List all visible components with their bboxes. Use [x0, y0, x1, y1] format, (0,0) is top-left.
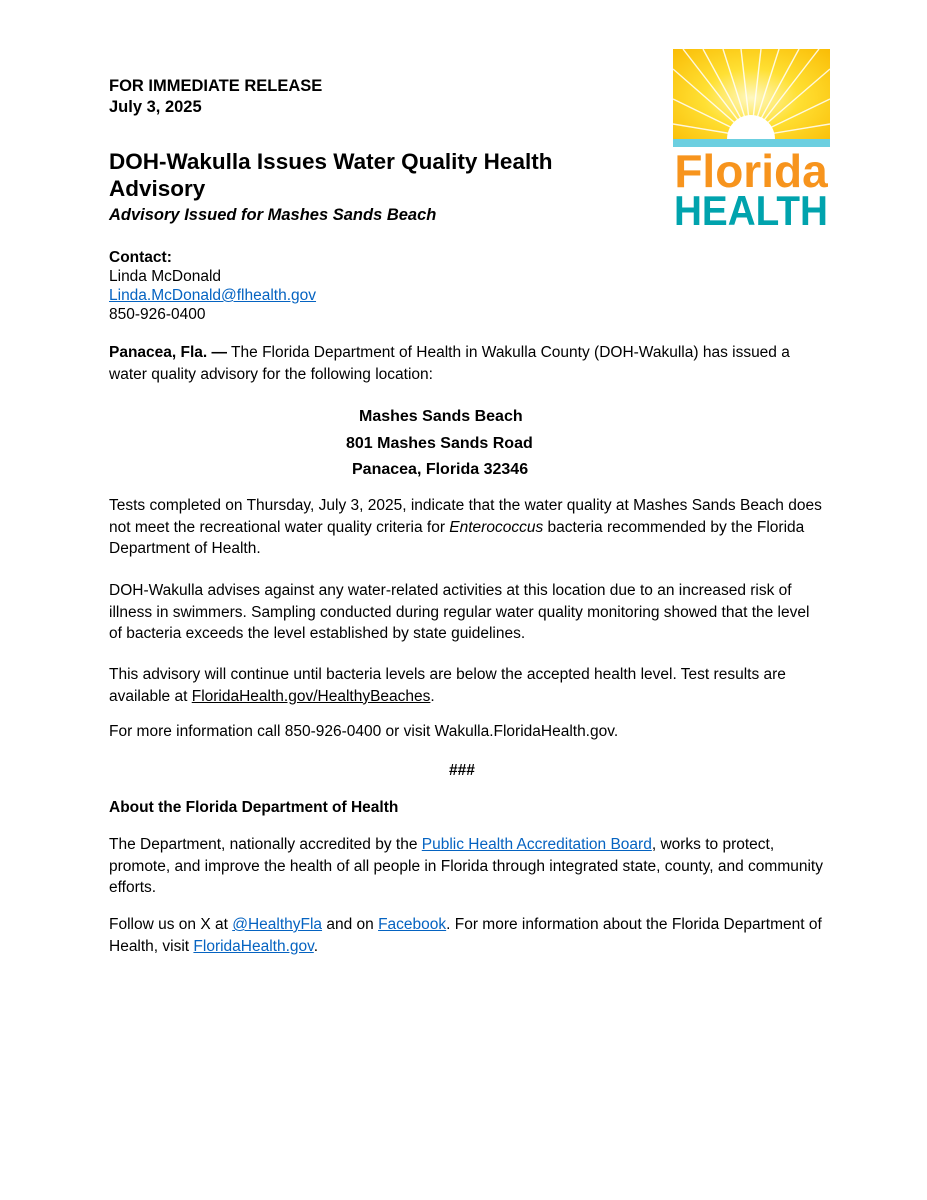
- logo-word-health: HEALTH: [674, 187, 828, 227]
- logo-word-florida: Florida: [674, 145, 828, 197]
- continue-end: .: [430, 687, 435, 705]
- release-date: July 3, 2025: [109, 98, 202, 116]
- follow-paragraph: [109, 914, 824, 957]
- follow-end: .: [313, 937, 319, 955]
- about-heading: About the Florida Department of Health: [109, 799, 399, 816]
- address-line-1: Mashes Sands Beach: [359, 408, 523, 425]
- about-text-2: , works to protect, promote, and improve the health of all people in Florida through integrated state, county, and community efforts.: [109, 836, 823, 896]
- tests-text-1: Tests completed on Thursday, July 3, 2025, indicate that the water quality at Mashes Sands Beach does not meet the recreational water quality criteria for: [109, 497, 822, 536]
- subheadline: Advisory Issued for Mashes Sands Beach: [109, 206, 437, 224]
- phab-link[interactable]: Public Health Accreditation Board: [421, 836, 652, 853]
- follow-text-1: Follow us on X at: [109, 916, 233, 933]
- continue-paragraph: [109, 664, 824, 707]
- release-header: [109, 76, 322, 118]
- release-label: FOR IMMEDIATE RELEASE: [109, 77, 323, 95]
- address-line-2: 801 Mashes Sands Road: [346, 434, 533, 452]
- address-line-3: Panacea, Florida 32346: [352, 461, 529, 478]
- healthy-beaches-link[interactable]: FloridaHealth.gov/HealthyBeaches: [191, 687, 431, 705]
- tests-text-2: bacteria recommended by the Florida Department of Health.: [109, 518, 805, 557]
- contact-phone: 850-926-0400: [109, 306, 206, 323]
- follow-text-2: and on: [322, 916, 379, 933]
- continue-text: This advisory will continue until bacteria levels are below the accepted health level. Test results are available at: [109, 666, 786, 705]
- intro-paragraph: [109, 342, 824, 385]
- florida-health-logo: [673, 49, 830, 227]
- contact-block: [109, 248, 316, 324]
- bacteria-name: Enterococcus: [449, 518, 544, 536]
- x-handle-link[interactable]: @HealthyFla: [232, 916, 323, 933]
- contact-email-link[interactable]: Linda.McDonald@flhealth.gov: [109, 287, 317, 304]
- address-block: [0, 404, 927, 484]
- tests-paragraph: [109, 495, 824, 560]
- florida-health-link[interactable]: FloridaHealth.gov: [193, 937, 314, 955]
- intro-text: The Florida Department of Health in Wakulla County (DOH-Wakulla) has issued a water quality advisory for the following location:: [109, 344, 790, 383]
- end-marker: ###: [449, 762, 475, 779]
- about-paragraph: [109, 834, 824, 899]
- follow-text-3: . For more information about the Florida Department of Health, visit: [109, 916, 822, 955]
- about-text-1: The Department, nationally accredited by the: [109, 836, 422, 853]
- facebook-link[interactable]: Facebook: [378, 916, 447, 933]
- advises-paragraph: DOH-Wakulla advises against any water-related activities at this location due to an increased risk of illness in swimmers. Sampling conducted during regular water quality monitoring showed that the level of bacteria exceeds the level established by state guidelines.: [109, 582, 810, 642]
- dateline: Panacea, Fla. —: [109, 344, 228, 361]
- headline: DOH-Wakulla Issues Water Quality Health Advisory: [109, 149, 553, 201]
- more-info-paragraph: For more information call 850-926-0400 or visit Wakulla.FloridaHealth.gov.: [109, 723, 619, 740]
- contact-name: Linda McDonald: [109, 268, 222, 285]
- contact-label: Contact:: [109, 249, 172, 266]
